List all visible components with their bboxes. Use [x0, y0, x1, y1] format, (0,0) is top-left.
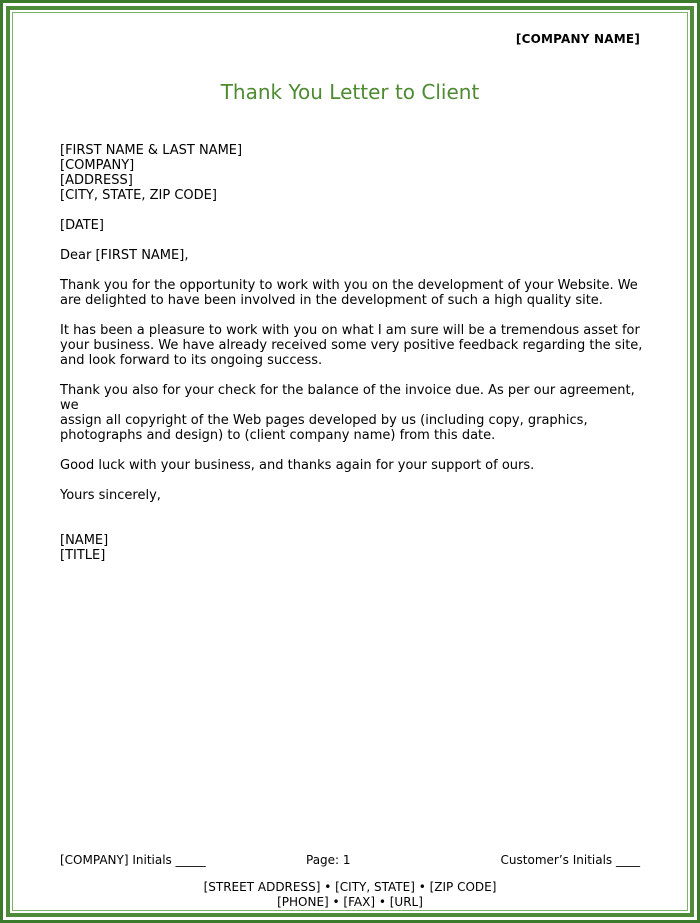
customer-initials: Customer’s Initials ____ — [500, 853, 640, 867]
recipient-block — [60, 143, 650, 203]
paragraph-line: your business. We have already received some very positive feedback regarding the site, — [60, 338, 643, 353]
closing: Yours sincerely, — [60, 488, 161, 503]
paragraph-line: are delighted to have been involved in the development of such a high quality site. — [60, 293, 603, 308]
signature-title: [TITLE] — [60, 548, 106, 563]
paragraph-line: and look forward to its ongoing success. — [60, 353, 323, 368]
recipient-name: [FIRST NAME & LAST NAME] — [60, 143, 243, 158]
address-line: [STREET ADDRESS] • [CITY, STATE] • [ZIP CODE] — [203, 880, 497, 894]
paragraph-line: photographs and design) to (client company name) from this date. — [60, 428, 496, 443]
letter-date: [DATE] — [60, 218, 104, 233]
recipient-city-state-zip: [CITY, STATE, ZIP CODE] — [60, 188, 217, 203]
company-name-header: [COMPANY NAME] — [515, 32, 640, 46]
paragraph-line: It has been a pleasure to work with you on what I am sure will be a tremendous asset for — [60, 323, 640, 338]
page-number: Page: 1 — [306, 853, 351, 867]
document-title: Thank You Letter to Client — [220, 80, 480, 104]
recipient-company: [COMPANY] — [60, 158, 135, 173]
signature-block — [60, 533, 650, 563]
paragraph-line: Thank you for the opportunity to work with you on the development of your Website. We — [60, 278, 638, 293]
recipient-address: [ADDRESS] — [60, 173, 133, 188]
contact-line: [PHONE] • [FAX] • [URL] — [277, 895, 423, 909]
company-initials: [COMPANY] Initials _____ — [60, 853, 206, 867]
address-footer — [0, 880, 700, 910]
salutation: Dear [FIRST NAME], — [60, 248, 189, 263]
paragraph-line: assign all copyright of the Web pages developed by us (including copy, graphics, — [60, 413, 588, 428]
letter-body — [60, 143, 650, 563]
paragraph-3 — [60, 383, 650, 443]
signature-name: [NAME] — [60, 533, 109, 548]
paragraph-4: Good luck with your business, and thanks again for your support of ours. — [60, 458, 535, 473]
paragraph-2 — [60, 323, 650, 368]
paragraph-1 — [60, 278, 650, 308]
paragraph-line: Thank you also for your check for the balance of the invoice due. As per our agreement, we — [60, 383, 635, 413]
